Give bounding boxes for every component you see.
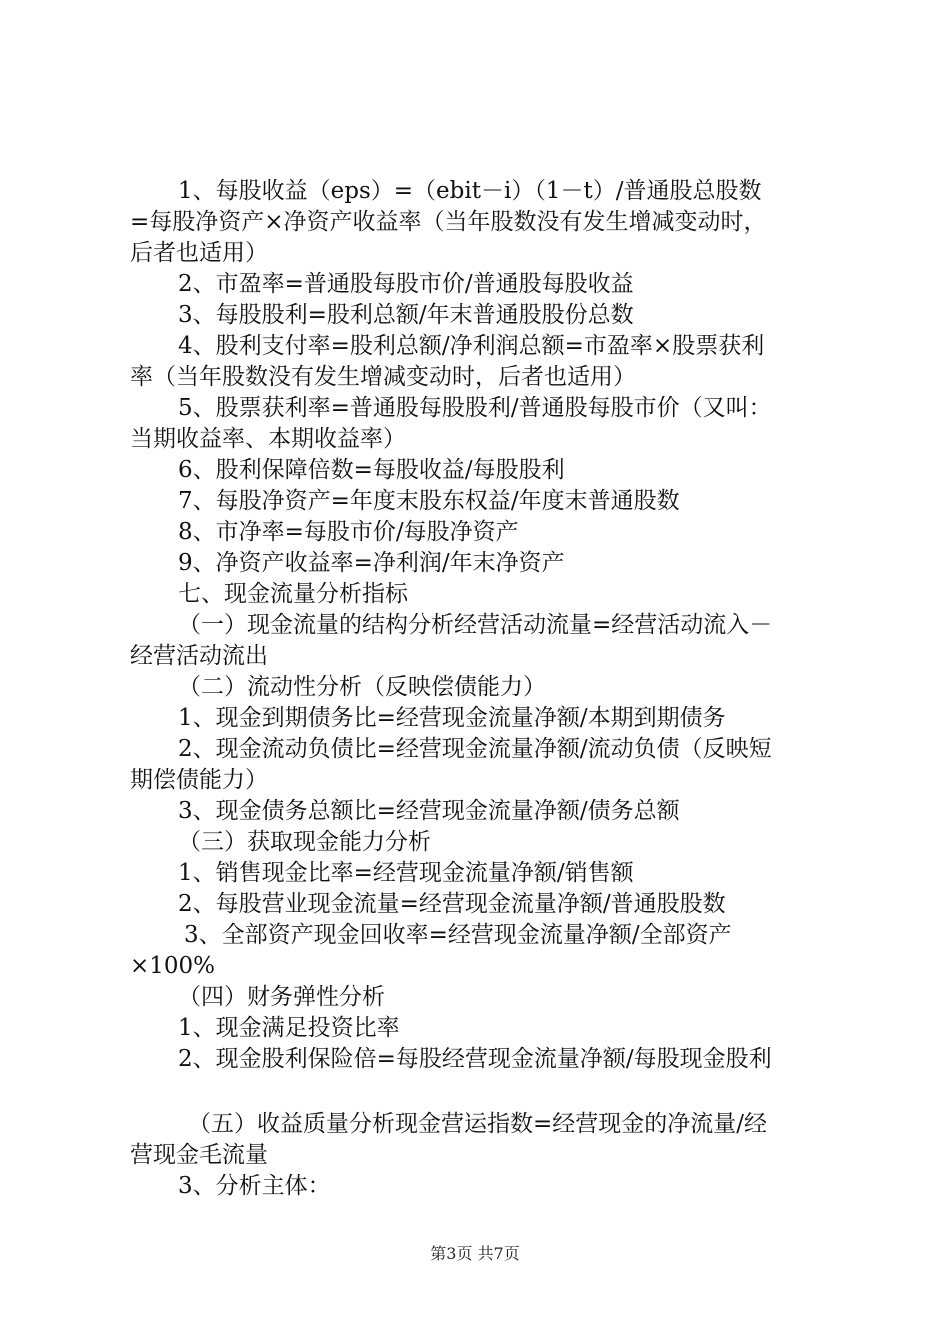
- text-line: 1、现金满足投资比率: [178, 1015, 400, 1041]
- text-line: 3、每股股利=股利总额/年末普通股股份总数: [178, 302, 634, 328]
- text-line: 2、现金流动负债比=经营现金流量净额/流动负债（反映短: [178, 736, 772, 762]
- subsection-heading: （一）现金流量的结构分析经营活动流量=经营活动流入－: [178, 612, 773, 638]
- text-line: 4、股利支付率=股利总额/净利润总额=市盈率×股票获利: [178, 333, 765, 359]
- text-line: 当期收益率、本期收益率）: [130, 426, 406, 452]
- page-number-footer: 第3页 共7页: [430, 1244, 520, 1263]
- text-line: 6、股利保障倍数=每股收益/每股股利: [178, 457, 565, 483]
- text-line: 8、市净率=每股市价/每股净资产: [178, 519, 519, 545]
- text-line: 5、股票获利率=普通股每股股利/普通股每股市价（又叫：: [178, 395, 772, 421]
- text-line: 1、每股收益（eps）=（ebit－i）（1－t）/普通股总股数: [178, 178, 762, 204]
- subsection-heading: （五）收益质量分析现金营运指数=经营现金的净流量/经: [188, 1111, 768, 1137]
- text-line: ×100%: [130, 953, 216, 979]
- text-line: 3、分析主体：: [178, 1173, 331, 1199]
- subsection-heading: （四）财务弹性分析: [178, 984, 385, 1010]
- text-line: 1、销售现金比率=经营现金流量净额/销售额: [178, 860, 634, 886]
- text-line: 经营活动流出: [130, 643, 268, 669]
- text-line: 2、市盈率=普通股每股市价/普通股每股收益: [178, 271, 634, 297]
- text-line: 后者也适用）: [130, 240, 268, 266]
- paragraph-gap: [130, 1075, 830, 1109]
- text-line: 1、现金到期债务比=经营现金流量净额/本期到期债务: [178, 705, 726, 731]
- subsection-heading: （三）获取现金能力分析: [178, 829, 431, 855]
- text-line: =每股净资产×净资产收益率（当年股数没有发生增减变动时，: [130, 209, 767, 235]
- text-line: 3、现金债务总额比=经营现金流量净额/债务总额: [178, 798, 680, 824]
- text-line: 3、全部资产现金回收率=经营现金流量净额/全部资产: [184, 922, 732, 948]
- text-line: 期偿债能力）: [130, 767, 268, 793]
- document-body: [130, 176, 830, 1202]
- text-line: 9、净资产收益率=净利润/年末净资产: [178, 550, 565, 576]
- text-line: 营现金毛流量: [130, 1142, 268, 1168]
- text-line: 2、每股营业现金流量=经营现金流量净额/普通股股数: [178, 891, 726, 917]
- text-line: 7、每股净资产=年度末股东权益/年度末普通股数: [178, 488, 680, 514]
- subsection-heading: （二）流动性分析（反映偿债能力）: [178, 674, 546, 700]
- text-line: 率（当年股数没有发生增减变动时，后者也适用）: [130, 364, 636, 390]
- text-line: 2、现金股利保险倍=每股经营现金流量净额/每股现金股利: [178, 1046, 772, 1072]
- section-heading: 七、现金流量分析指标: [178, 581, 408, 607]
